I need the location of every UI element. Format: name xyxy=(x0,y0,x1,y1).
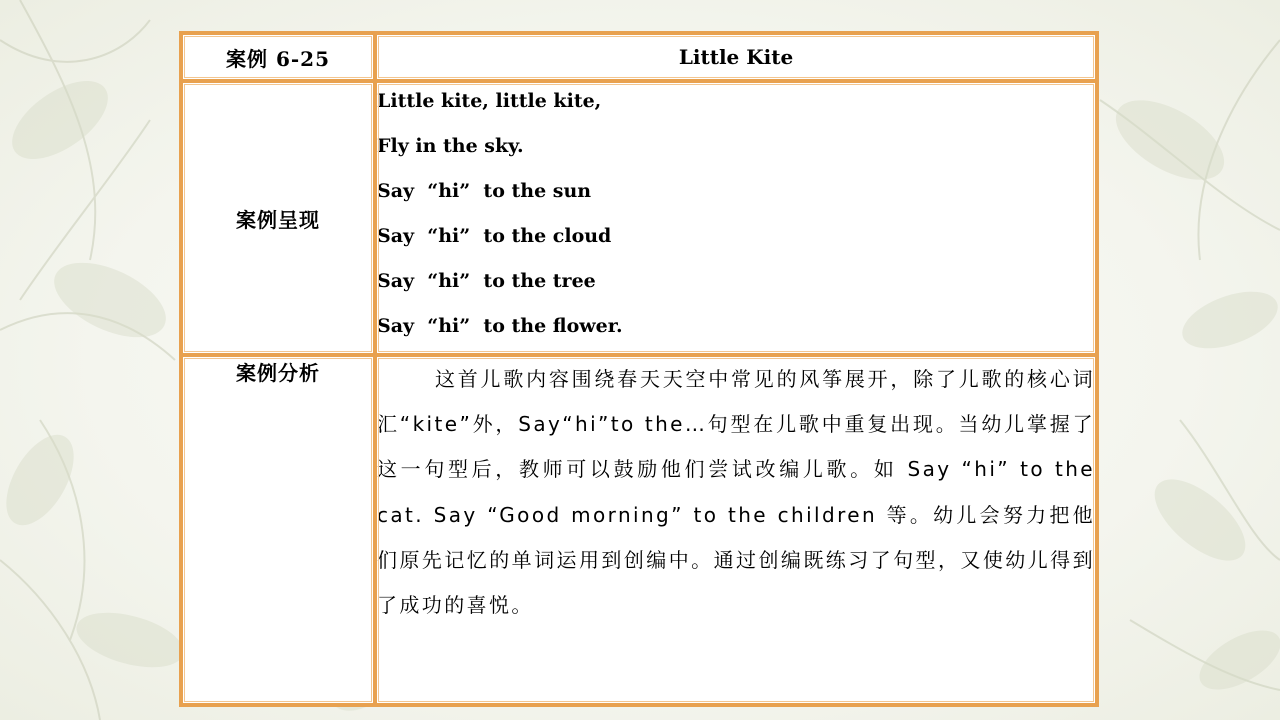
poem-cell xyxy=(375,81,1097,355)
poem-line: Fly in the sky. xyxy=(377,135,524,157)
header-row xyxy=(181,33,1097,81)
poem-line: Say “hi” to the flower. xyxy=(377,315,623,337)
presentation-row xyxy=(181,81,1097,355)
analysis-text: 这首儿歌内容围绕春天天空中常见的风筝展开，除了儿歌的核心词汇“kite”外，Say“hi”to the…句型在儿歌中重复出现。当幼儿掌握了这一句型后，教师可以鼓励他们尝试改编儿歌。如 Say “hi” to the cat. Say “Good morning” to the children 等。幼儿会努力把他们原先记忆的单词运用到创编中。通过创编既练习了句型，又使幼儿得到了成功的喜悦。 xyxy=(377,367,1095,618)
poem-line: Little kite, little kite, xyxy=(377,90,602,112)
poem-line: Say “hi” to the cloud xyxy=(377,225,612,247)
poem-line: Say “hi” to the sun xyxy=(377,180,592,202)
analysis-cell xyxy=(375,355,1097,705)
case-title-cell: Little Kite xyxy=(375,33,1097,81)
case-table xyxy=(179,31,1099,707)
analysis-row xyxy=(181,355,1097,705)
poem-line: Say “hi” to the tree xyxy=(377,270,596,292)
case-number-cell: 案例 6-25 xyxy=(181,33,375,81)
presentation-label: 案例呈现 xyxy=(181,81,375,355)
analysis-label: 案例分析 xyxy=(181,355,375,705)
